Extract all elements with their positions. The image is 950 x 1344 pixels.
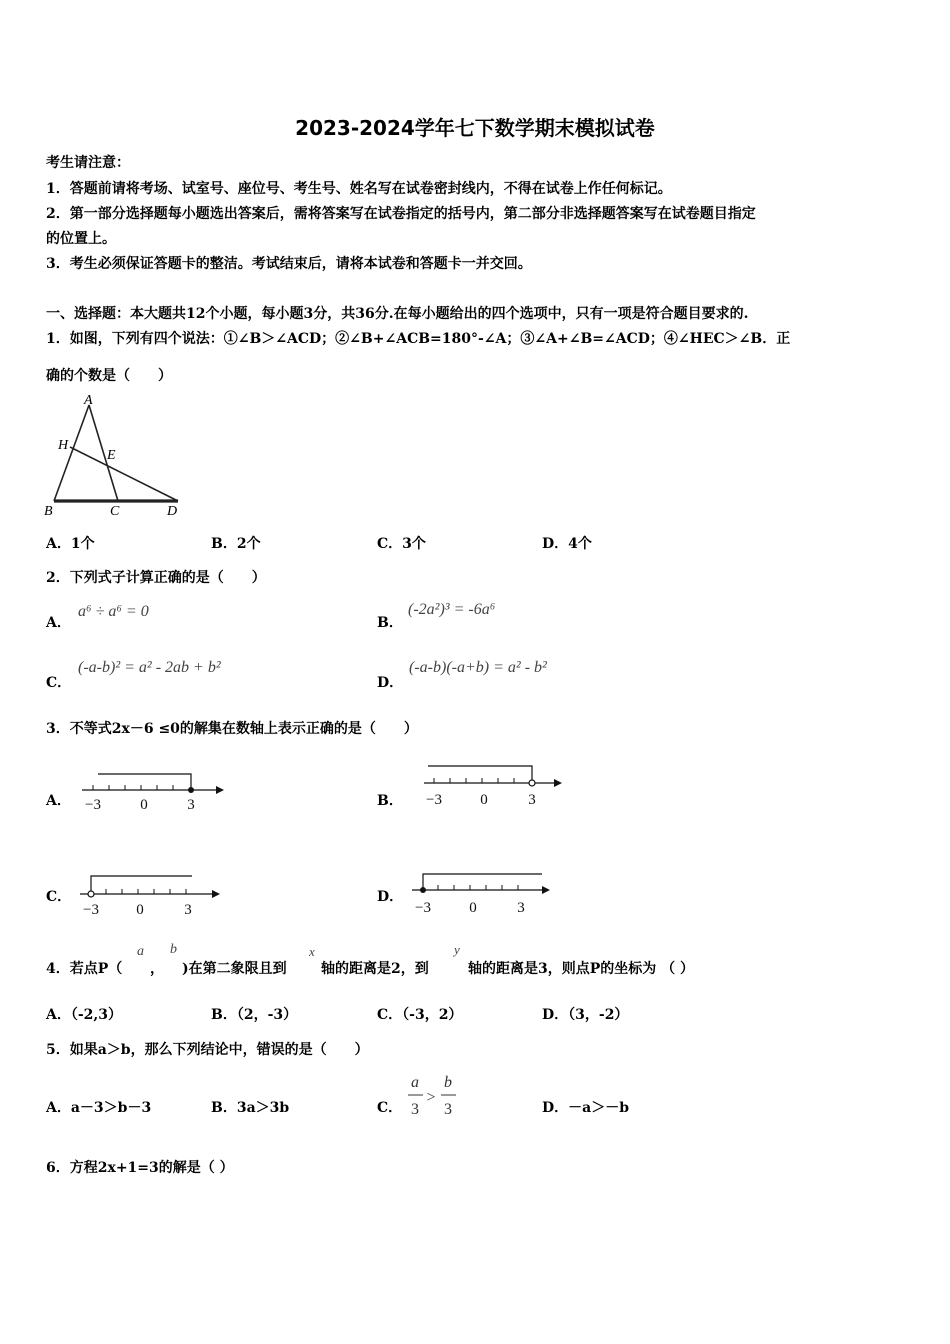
q1-triangle-figure <box>40 390 190 520</box>
q3-d-tick-neg3: −3 <box>415 900 431 916</box>
q2-option-c-label: C． <box>46 675 72 691</box>
q3-d-tick-3: 3 <box>517 900 525 916</box>
q4-var-b: b <box>170 942 177 957</box>
q1-option-a: A．1个 <box>46 536 95 552</box>
q2-option-a-expr: a⁶ ÷ a⁶ = 0 <box>78 603 149 620</box>
q4-stem-c: )在第二象限且到 <box>182 961 287 977</box>
q3-option-b-label: B． <box>377 793 403 809</box>
q4-stem-b: ， <box>150 961 164 977</box>
q4-option-b: B．（2，-3） <box>211 1007 298 1023</box>
q3-option-c-label: C． <box>46 889 72 905</box>
q2-option-a-label: A． <box>46 615 71 631</box>
q1-label-d: D <box>167 504 178 519</box>
q5-c-num-right: b <box>444 1074 452 1091</box>
q4-stem-a: 4．若点P（ <box>46 961 123 977</box>
q3-d-tick-0: 0 <box>469 900 477 916</box>
q3-b-tick-neg3: −3 <box>426 792 442 808</box>
q5-option-c-fraction <box>402 1068 464 1120</box>
notice-heading: 考生请注意： <box>46 155 130 171</box>
q3-b-tick-3: 3 <box>528 792 536 808</box>
q4-var-y: y <box>454 942 460 957</box>
q3-number-line-d <box>408 866 558 916</box>
q3-b-tick-0: 0 <box>480 792 488 808</box>
q3-option-a-label: A． <box>46 793 71 809</box>
q2-stem: 2．下列式子计算正确的是（ ） <box>46 570 266 586</box>
q4-stem-e: 轴的距离是3，则点P的坐标为 （ ） <box>468 961 695 977</box>
q3-option-d-label: D． <box>377 889 404 905</box>
q3-number-line-b <box>420 758 570 808</box>
q5-option-c: C． <box>377 1100 403 1116</box>
q4-stem-d: 轴的距离是2，到 <box>321 961 429 977</box>
q3-a-tick-neg3: −3 <box>85 797 101 813</box>
q5-option-b: B．3a＞3b <box>211 1100 290 1116</box>
q2-option-b-expr: (-2a²)³ = -6a⁶ <box>408 601 496 618</box>
notice-item-2: 2．第一部分选择题每小题选出答案后，需将答案写在试卷指定的括号内，第二部分非选择题答案写在试卷题目指定 <box>46 206 756 222</box>
q6-stem: 6．方程2x+1=3的解是（ ） <box>46 1160 234 1176</box>
section-heading: 一、选择题：本大题共12个小题，每小题3分，共36分.在每小题给出的四个选项中，只有一项是符合题目要求的. <box>46 306 749 322</box>
q3-c-tick-0: 0 <box>136 902 144 918</box>
q4-option-a: A．（-2,3） <box>46 1007 123 1023</box>
notice-item-2-cont: 的位置上。 <box>46 231 116 247</box>
q3-a-tick-3: 3 <box>187 797 195 813</box>
q1-label-c: C <box>110 504 120 519</box>
q4-var-a: a <box>137 944 144 959</box>
q1-stem-line2: 确的个数是（ ） <box>46 368 172 384</box>
notice-item-3: 3．考生必须保证答题卡的整洁。考试结束后，请将本试卷和答题卡一并交回。 <box>46 256 532 272</box>
q1-label-h: H <box>58 438 69 453</box>
q5-c-relation: > <box>426 1089 436 1106</box>
q5-option-d: D．－a＞－b <box>542 1100 630 1116</box>
q3-c-tick-3: 3 <box>184 902 192 918</box>
q4-option-d: D．（3，-2） <box>542 1007 629 1023</box>
q1-option-c: C．3个 <box>377 536 426 552</box>
q2-option-d-label: D． <box>377 675 404 691</box>
q1-stem-line1: 1．如图，下列有四个说法：①∠B＞∠ACD；②∠B+∠ACB=180°-∠A；③∠A+∠B=∠ACD；④∠HEC＞∠B．正 <box>46 331 791 347</box>
q5-stem: 5．如果a＞b，那么下列结论中，错误的是（ ） <box>46 1042 369 1058</box>
q1-label-a: A <box>84 393 93 408</box>
notice-item-1: 1．答题前请将考场、试室号、座位号、考生号、姓名写在试卷密封线内，不得在试卷上作任何标记。 <box>46 181 672 197</box>
q2-option-d-expr: (-a-b)(-a+b) = a² - b² <box>409 659 547 676</box>
q3-number-line-a <box>78 768 228 816</box>
q4-var-x: x <box>309 944 315 959</box>
q3-c-tick-neg3: −3 <box>83 902 99 918</box>
q3-a-tick-0: 0 <box>140 797 148 813</box>
q5-c-den-right: 3 <box>444 1101 452 1118</box>
q1-option-b: B．2个 <box>211 536 261 552</box>
q1-option-d: D．4个 <box>542 536 592 552</box>
q5-option-a: A．a－3＞b－3 <box>46 1100 152 1116</box>
q1-label-b: B <box>44 504 53 519</box>
q4-option-c: C．（-3，2） <box>377 1007 463 1023</box>
q1-label-e: E <box>107 448 116 463</box>
q5-c-num-left: a <box>411 1074 419 1091</box>
q3-number-line-c <box>76 868 226 918</box>
q2-option-b-label: B． <box>377 615 403 631</box>
q2-option-c-expr: (-a-b)² = a² - 2ab + b² <box>78 659 221 676</box>
q3-stem: 3．不等式2x－6 ≤0的解集在数轴上表示正确的是（ ） <box>46 721 418 737</box>
q5-c-den-left: 3 <box>411 1101 419 1118</box>
page-title: 2023-2024学年七下数学期末模拟试卷 <box>295 116 655 140</box>
